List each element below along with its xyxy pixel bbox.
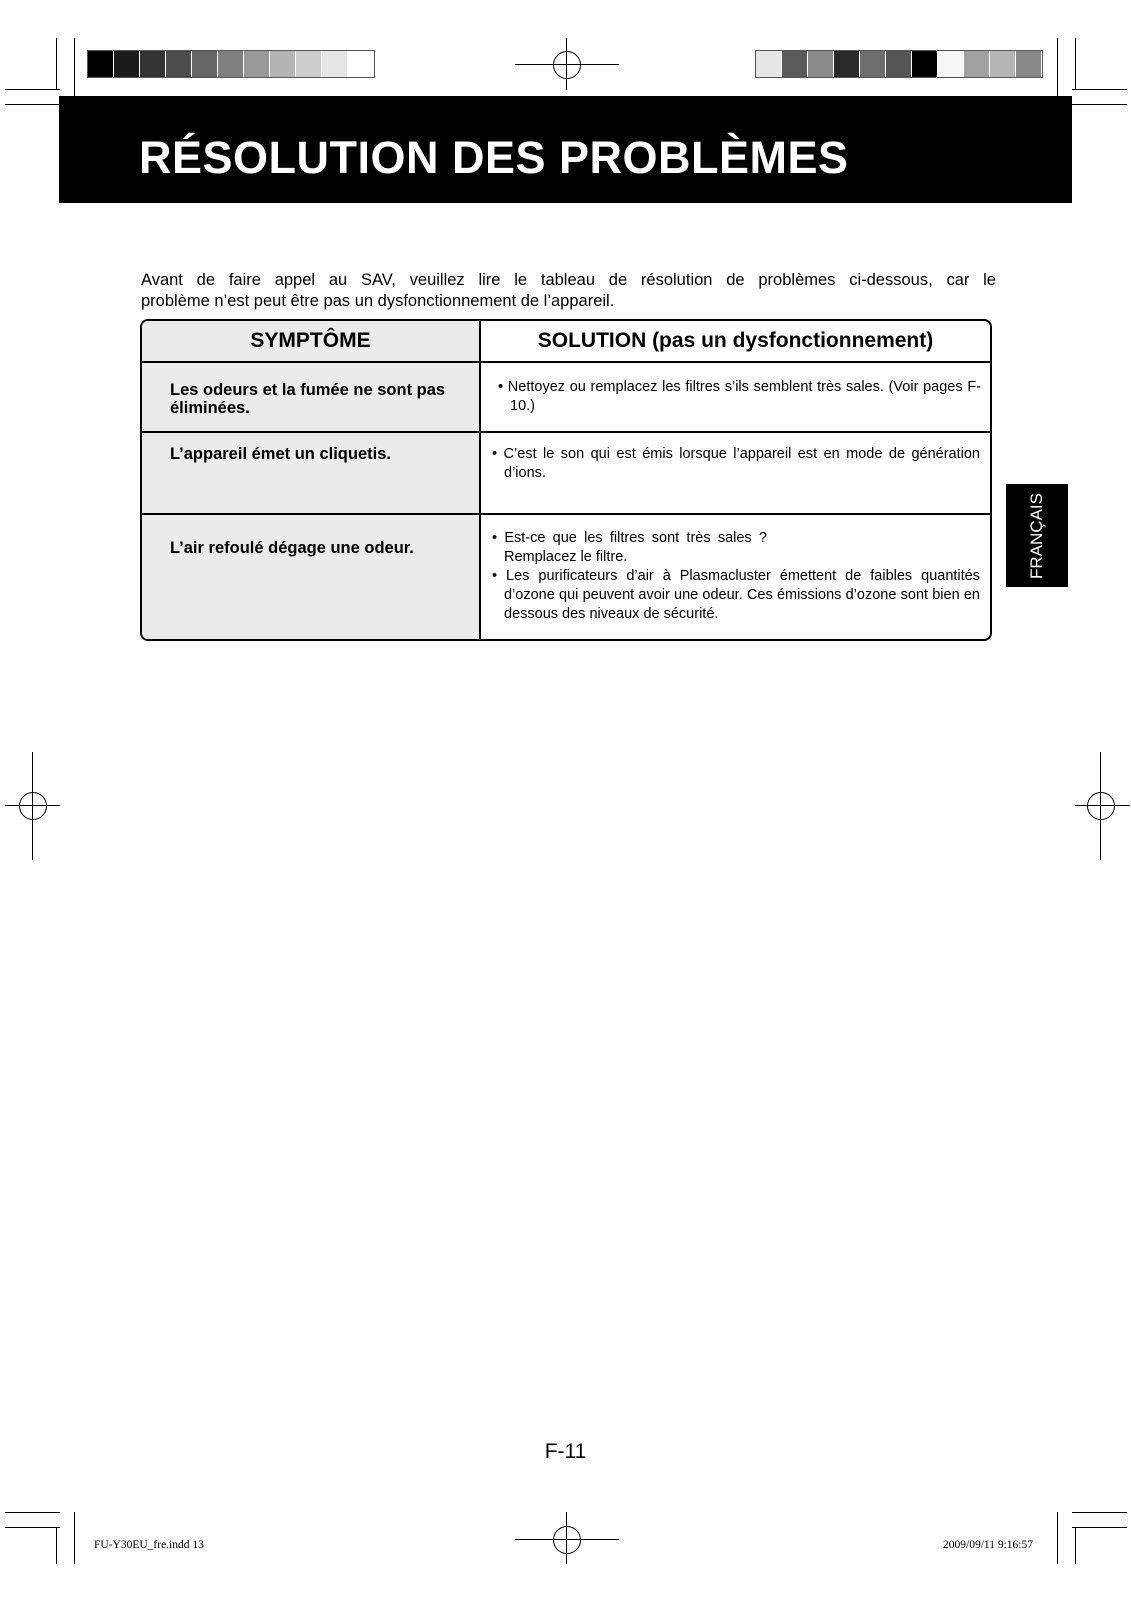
column-divider: [479, 321, 481, 639]
crop-mark: [74, 1512, 75, 1564]
page-number: F-11: [544, 1440, 587, 1463]
crop-mark: [74, 38, 75, 104]
color-swatch: [938, 51, 964, 77]
intro-line-2: problème n’est peut être pas un dysfonctionnement de l’appareil.: [141, 292, 615, 310]
symptom-air-odor: L’air refoulé dégage une odeur.: [170, 539, 414, 557]
intro-paragraph: [141, 270, 996, 312]
solution-item: • Les purificateurs d’air à Plasmacluster émettent de faibles quantités d’ozone qui peuvent avoir une odeur. Ces émissions d’ozone sont bien en dessous des niveaux de sécurité.: [492, 568, 980, 622]
crop-mark: [5, 1512, 60, 1513]
color-swatch: [912, 51, 938, 77]
color-swatch: [244, 51, 270, 77]
color-swatch: [322, 51, 348, 77]
crop-mark: [1072, 1512, 1127, 1513]
color-swatch: [860, 51, 886, 77]
header-solution: SOLUTION (pas un dysfonctionnement): [537, 329, 934, 352]
footer-timestamp: 2009/09/11 9:16:57: [943, 1539, 1033, 1551]
solution-list: [492, 445, 980, 483]
solution-list: [492, 529, 980, 624]
solution-item: • C’est le son qui est émis lorsque l’appareil est en mode de génération d’ions.: [492, 446, 980, 481]
crop-mark: [1075, 1527, 1076, 1564]
color-calibration-bar-left: [87, 50, 375, 78]
color-swatch: [886, 51, 912, 77]
crop-mark: [56, 1527, 57, 1564]
color-swatch: [348, 51, 374, 77]
page-title: RÉSOLUTION DES PROBLÈMES: [139, 132, 849, 183]
crop-mark: [5, 1527, 60, 1528]
crop-mark: [1057, 38, 1058, 104]
solution-list: [498, 378, 981, 416]
symptom-odors-smoke: Les odeurs et la fumée ne sont pas éliminées.: [170, 381, 446, 417]
intro-line-1: Avant de faire appel au SAV, veuillez lire le tableau de résolution de problèmes ci-dessous, car le: [141, 271, 996, 289]
color-swatch: [808, 51, 834, 77]
row-divider: [142, 361, 990, 363]
row-divider: [142, 513, 990, 515]
language-tab: [1006, 484, 1068, 587]
crop-mark: [1057, 1512, 1058, 1564]
color-swatch: [990, 51, 1016, 77]
crop-mark: [5, 104, 60, 105]
crop-mark: [1075, 38, 1076, 90]
crop-mark: [1072, 89, 1127, 90]
crop-mark: [5, 89, 60, 90]
solution-item: • Nettoyez ou remplacez les filtres s’ils semblent très sales. (Voir pages F-10.): [498, 379, 981, 414]
solution-item: • Est-ce que les filtres sont très sales ? Remplacez le filtre.: [492, 530, 767, 565]
symptom-clicking: L’appareil émet un cliquetis.: [170, 445, 391, 463]
color-swatch: [834, 51, 860, 77]
color-swatch: [166, 51, 192, 77]
color-calibration-bar-right: [755, 50, 1043, 78]
color-swatch: [114, 51, 140, 77]
color-swatch: [1016, 51, 1042, 77]
color-swatch: [88, 51, 114, 77]
color-swatch: [140, 51, 166, 77]
color-swatch: [296, 51, 322, 77]
troubleshooting-table: [140, 319, 992, 641]
color-swatch: [192, 51, 218, 77]
color-swatch: [756, 51, 782, 77]
language-tab-label: FRANÇAIS: [1027, 492, 1046, 579]
color-swatch: [270, 51, 296, 77]
crop-mark: [1072, 1527, 1127, 1528]
header-symptom: SYMPTÔME: [250, 329, 371, 352]
row-divider: [142, 431, 990, 433]
title-banner: [59, 96, 1072, 203]
symptom-column-background: [142, 321, 479, 639]
color-swatch: [964, 51, 990, 77]
color-swatch: [782, 51, 808, 77]
color-swatch: [218, 51, 244, 77]
footer-filename: FU-Y30EU_fre.indd 13: [94, 1539, 204, 1551]
crop-mark: [1072, 104, 1127, 105]
crop-mark: [56, 38, 57, 90]
